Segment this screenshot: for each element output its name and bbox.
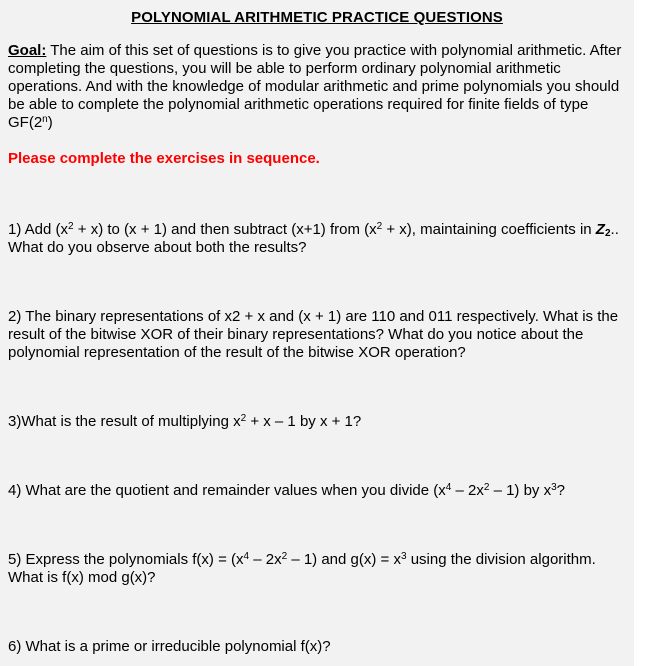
page-title: POLYNOMIAL ARITHMETIC PRACTICE QUESTIONS	[131, 9, 503, 26]
q4-text-b: – 2x	[451, 482, 484, 499]
q5-text-d: using the division algorithm. What is f(x) mod g(x)?	[8, 551, 596, 586]
q4-text-a: 4) What are the quotient and remainder values when you divide (x	[8, 482, 446, 499]
q1-field-subscript: 2	[604, 228, 611, 239]
q1-field-symbol: Z	[595, 221, 605, 238]
q1-text-a: 1) Add (x	[8, 221, 69, 238]
goal-superscript: n	[42, 114, 48, 125]
question-3	[8, 413, 634, 431]
q1-text-b: + x) to (x + 1) and then subtract (x+1) from (x	[73, 221, 377, 238]
question-6: 6) What is a prime or irreducible polynomial f(x)?	[8, 638, 331, 655]
goal-label: Goal:	[8, 42, 47, 59]
q1-sup-2: 2	[376, 221, 383, 232]
q5-text-a: 5) Express the polynomials f(x) = (x	[8, 551, 244, 568]
question-5	[8, 551, 634, 587]
q5-sup-2: 2	[281, 551, 288, 562]
q5-sup-1: 4	[243, 551, 250, 562]
q1-sup-1: 2	[68, 221, 74, 232]
goal-text: The aim of this set of questions is to give you practice with polynomial arithmetic. After completing the questions, you will be able to perform ordinary polynomial arithmetic operations. And with the knowledge of modular arithmetic and prime polynomials you should be able to complete the polynomial arithmetic operations required for finite fields of type GF(2	[8, 42, 622, 131]
instruction-text: Please complete the exercises in sequence.	[8, 150, 320, 167]
q4-sup-2: 2	[483, 482, 490, 493]
goal-paragraph	[8, 42, 630, 132]
q3-text-b: + x – 1 by x + 1?	[246, 413, 362, 430]
q5-text-c: – 1) and g(x) = x	[287, 551, 401, 568]
q4-sup-1: 4	[445, 482, 452, 493]
q1-text-c: + x), maintaining coefficients in	[382, 221, 596, 238]
goal-end: )	[47, 114, 53, 131]
question-1	[8, 221, 634, 257]
q4-text-d: ?	[556, 482, 566, 499]
q3-text-a: 3)What is the result of multiplying x	[8, 413, 241, 430]
q4-text-c: – 1) by x	[489, 482, 552, 499]
q4-sup-3: 3	[551, 482, 557, 493]
question-2: 2) The binary representations of x2 + x and (x + 1) are 110 and 011 respectively. What is the result of the bitwise XOR of their binary representations? What do you notice about the polynomial representation of the result of the bitwise XOR operation?	[8, 308, 619, 361]
q1-text-d: .. What do you observe about both the results?	[8, 221, 619, 256]
q3-sup-1: 2	[240, 413, 247, 424]
question-4	[8, 482, 634, 500]
q5-text-b: – 2x	[249, 551, 282, 568]
q5-sup-3: 3	[400, 551, 407, 562]
